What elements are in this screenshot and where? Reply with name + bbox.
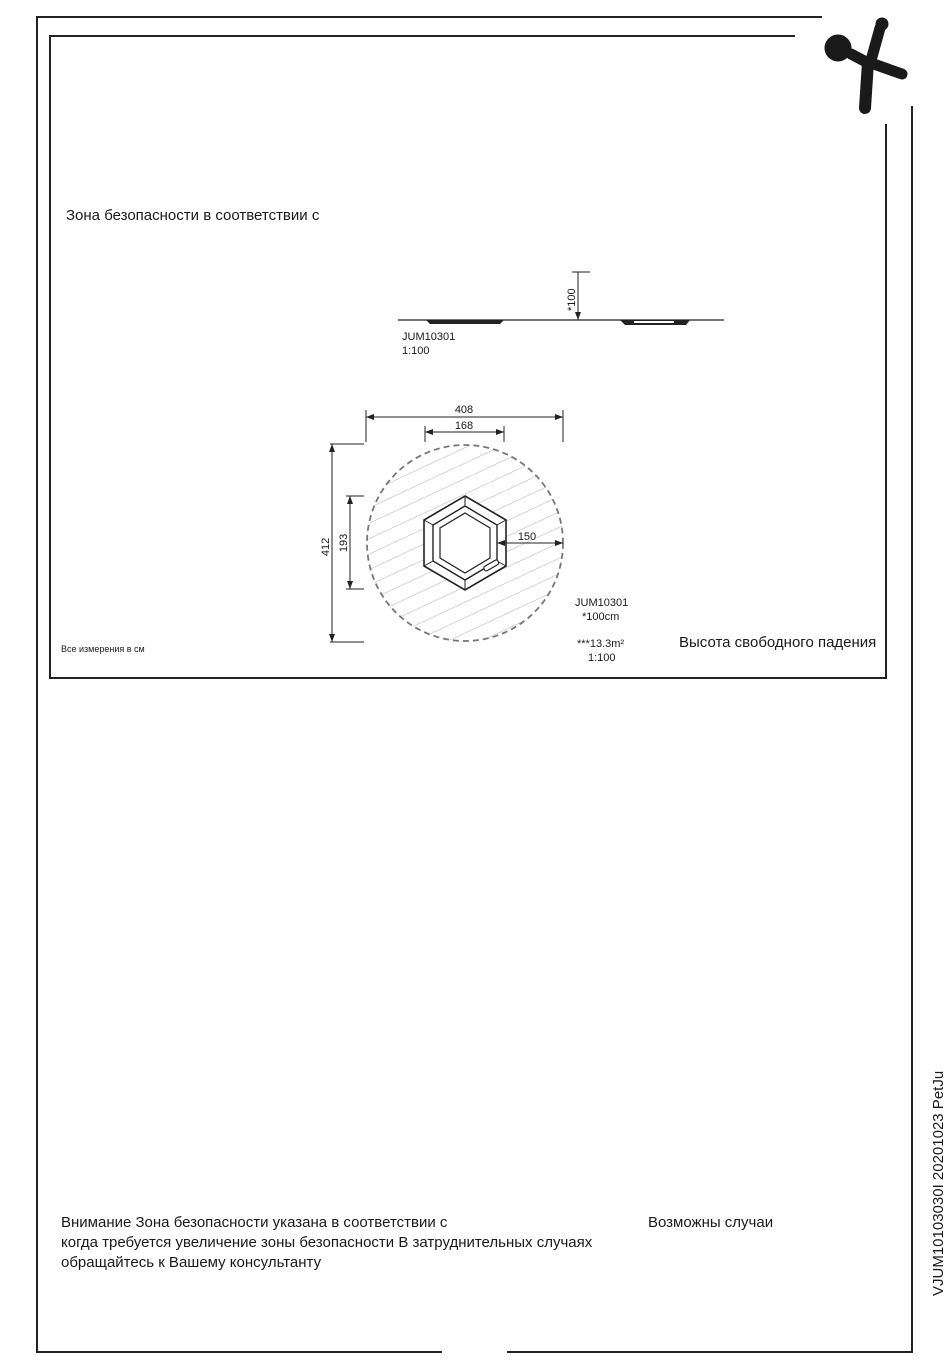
side-height-dim: *100 (566, 288, 578, 311)
notice-line-2: когда требуется увеличение зоны безопасности В затруднительных случаях (61, 1234, 593, 1251)
dim-inner-height-label: 193 (338, 533, 350, 553)
plan-view (320, 404, 563, 642)
side-view-code: JUM10301 (402, 331, 456, 343)
dim-inner-width-label: 168 (454, 420, 474, 432)
notice-line-3: обращайтесь к Вашему консультанту (61, 1254, 322, 1271)
notice-line-1a: Внимание Зона безопасности указана в соответствии с (61, 1214, 448, 1231)
plan-view-fall-height: *100cm (582, 611, 620, 623)
free-fall-label: Высота свободного падения (679, 634, 877, 651)
measurements-note: Все измерения в см (61, 644, 145, 654)
dim-overall-height-label: 412 (320, 537, 332, 557)
safety-zone-label: Зона безопасности в соответствии с (66, 207, 320, 224)
plan-view-code: JUM10301 (575, 597, 629, 609)
dim-clearance-label: 150 (517, 531, 537, 543)
notice-line-1b: Возможны случаи (648, 1214, 774, 1231)
sheet-reference: VJUM10103030I 20201023 PetJu (930, 1070, 947, 1296)
jumping-figure-logo (825, 18, 902, 108)
plan-view-scale: 1:100 (588, 652, 616, 664)
plan-view-area: ***13.3m² (577, 638, 625, 650)
side-view (398, 272, 724, 325)
dim-overall-width-label: 408 (454, 404, 474, 416)
side-view-scale: 1:100 (402, 345, 430, 357)
